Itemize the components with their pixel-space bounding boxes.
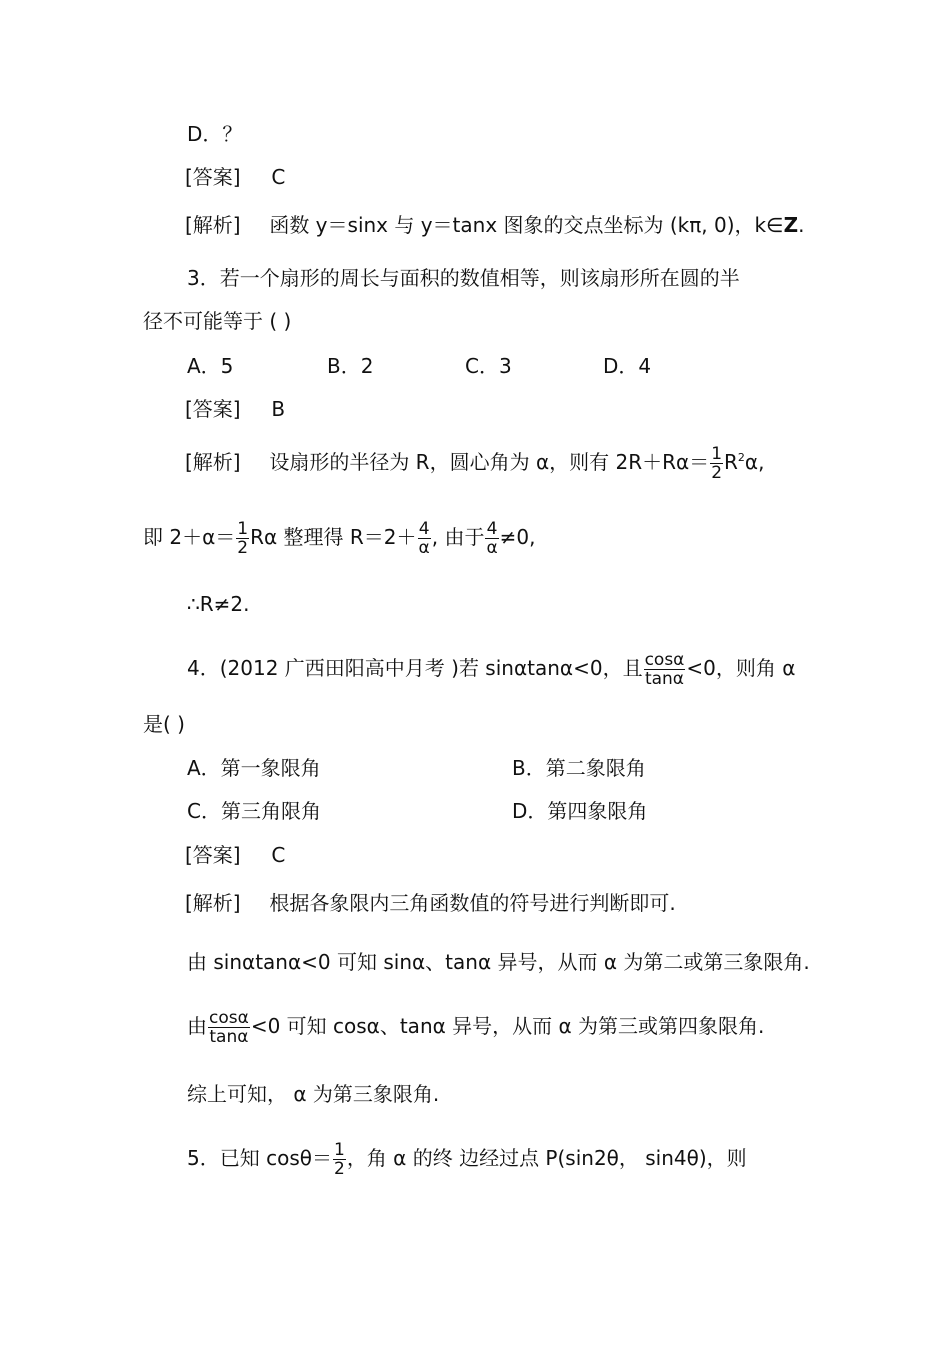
q3-option-a: A．5 — [187, 354, 234, 378]
fraction-four-over-alpha — [418, 520, 431, 557]
answer-label: [答案] — [185, 843, 241, 867]
q4-option-b: B．第二象限角 — [512, 756, 646, 780]
analysis-text: 设扇形的半径为 R，圆心角为 α，则有 2R＋Rα＝ — [269, 450, 710, 474]
denominator: tanα — [209, 1027, 249, 1047]
q4-stem-text: 4．(2012 广西田阳高中月考 )若 sinαtanα<0，且 — [187, 656, 643, 680]
q4-stem-line2: 是( ) — [143, 712, 185, 736]
analysis-text: R — [724, 450, 738, 474]
q4-analysis-line3 — [187, 1006, 764, 1046]
analysis-end: . — [798, 213, 805, 237]
denominator: α — [486, 538, 498, 558]
q3-analysis-line2 — [143, 517, 536, 557]
fraction-cos-over-tan — [644, 651, 686, 688]
analysis-label: [解析] — [185, 891, 241, 915]
denominator: 2 — [237, 538, 249, 558]
denominator: tanα — [644, 669, 685, 689]
fraction-one-half — [333, 1141, 346, 1178]
fraction-four-over-alpha — [485, 520, 498, 557]
option-d: D．？ — [187, 122, 243, 146]
q3-option-b: B．2 — [327, 354, 374, 378]
analysis-text: <0 可知 cosα、tanα 异号，从而 α 为第三或第四象限角. — [250, 1014, 765, 1038]
q4-option-a: A．第一象限角 — [187, 756, 321, 780]
analysis-row — [185, 213, 804, 237]
analysis-label: [解析] — [185, 450, 241, 474]
integer-set-symbol: Z — [783, 213, 799, 237]
q3-stem-line1: 3．若一个扇形的周长与面积的数值相等，则该扇形所在圆的半 — [187, 266, 740, 290]
q5-stem-line1 — [187, 1138, 747, 1178]
denominator: α — [418, 538, 430, 558]
q4-analysis-line2: 由 sinαtanα<0 可知 sinα、tanα 异号，从而 α 为第二或第三象限角. — [187, 950, 810, 974]
fraction-cos-over-tan — [208, 1009, 250, 1046]
analysis-text: Rα 整理得 R＝2＋ — [250, 525, 417, 549]
fraction-one-half — [710, 445, 723, 482]
denominator: 2 — [711, 463, 723, 483]
q4-option-c: C．第三角限角 — [187, 799, 321, 823]
numerator: 1 — [237, 519, 249, 539]
q4-answer-row — [185, 843, 285, 867]
exponent: 2 — [737, 451, 745, 464]
q5-stem-text: ，角 α 的终 边经过点 P(sin2θ， sin4θ)，则 — [346, 1146, 747, 1170]
q3-option-d: D．4 — [603, 354, 652, 378]
answer-value: B — [271, 397, 286, 421]
analysis-text: ≠0, — [499, 525, 536, 549]
analysis-text: 函数 y＝sinx 与 y＝tanx 图象的交点坐标为 (kπ, 0)，k∈ — [269, 213, 784, 237]
analysis-text: 由 — [187, 1014, 207, 1038]
q4-analysis-line4: 综上可知， α 为第三象限角. — [187, 1082, 440, 1106]
q3-conclusion: ∴R≠2. — [187, 592, 250, 616]
q4-analysis-row — [185, 891, 676, 915]
numerator: 4 — [418, 519, 430, 539]
denominator: 2 — [333, 1159, 345, 1179]
numerator: 1 — [711, 444, 723, 464]
answer-value: C — [271, 165, 286, 189]
answer-label: [答案] — [185, 165, 241, 189]
q5-stem-text: 5．已知 cosθ＝ — [187, 1146, 332, 1170]
analysis-text: 即 2＋α＝ — [143, 525, 236, 549]
q3-option-c: C．3 — [465, 354, 512, 378]
analysis-text: α, — [744, 450, 765, 474]
analysis-label: [解析] — [185, 213, 241, 237]
answer-row — [185, 165, 285, 189]
answer-label: [答案] — [185, 397, 241, 421]
numerator: 4 — [486, 519, 498, 539]
analysis-text: 根据各象限内三角函数值的符号进行判断即可. — [269, 891, 676, 915]
answer-value: C — [271, 843, 286, 867]
analysis-text: , 由于 — [431, 525, 485, 549]
q3-analysis-row — [185, 442, 764, 482]
numerator: cosα — [644, 650, 685, 670]
q4-option-d: D．第四象限角 — [512, 799, 648, 823]
numerator: 1 — [333, 1140, 345, 1160]
q4-stem-line1 — [187, 648, 795, 688]
q3-stem-line2: 径不可能等于 ( ) — [143, 309, 292, 333]
q3-answer-row — [185, 397, 285, 421]
q4-stem-text: <0，则角 α — [686, 656, 796, 680]
numerator: cosα — [209, 1008, 249, 1028]
fraction-one-half — [236, 520, 249, 557]
